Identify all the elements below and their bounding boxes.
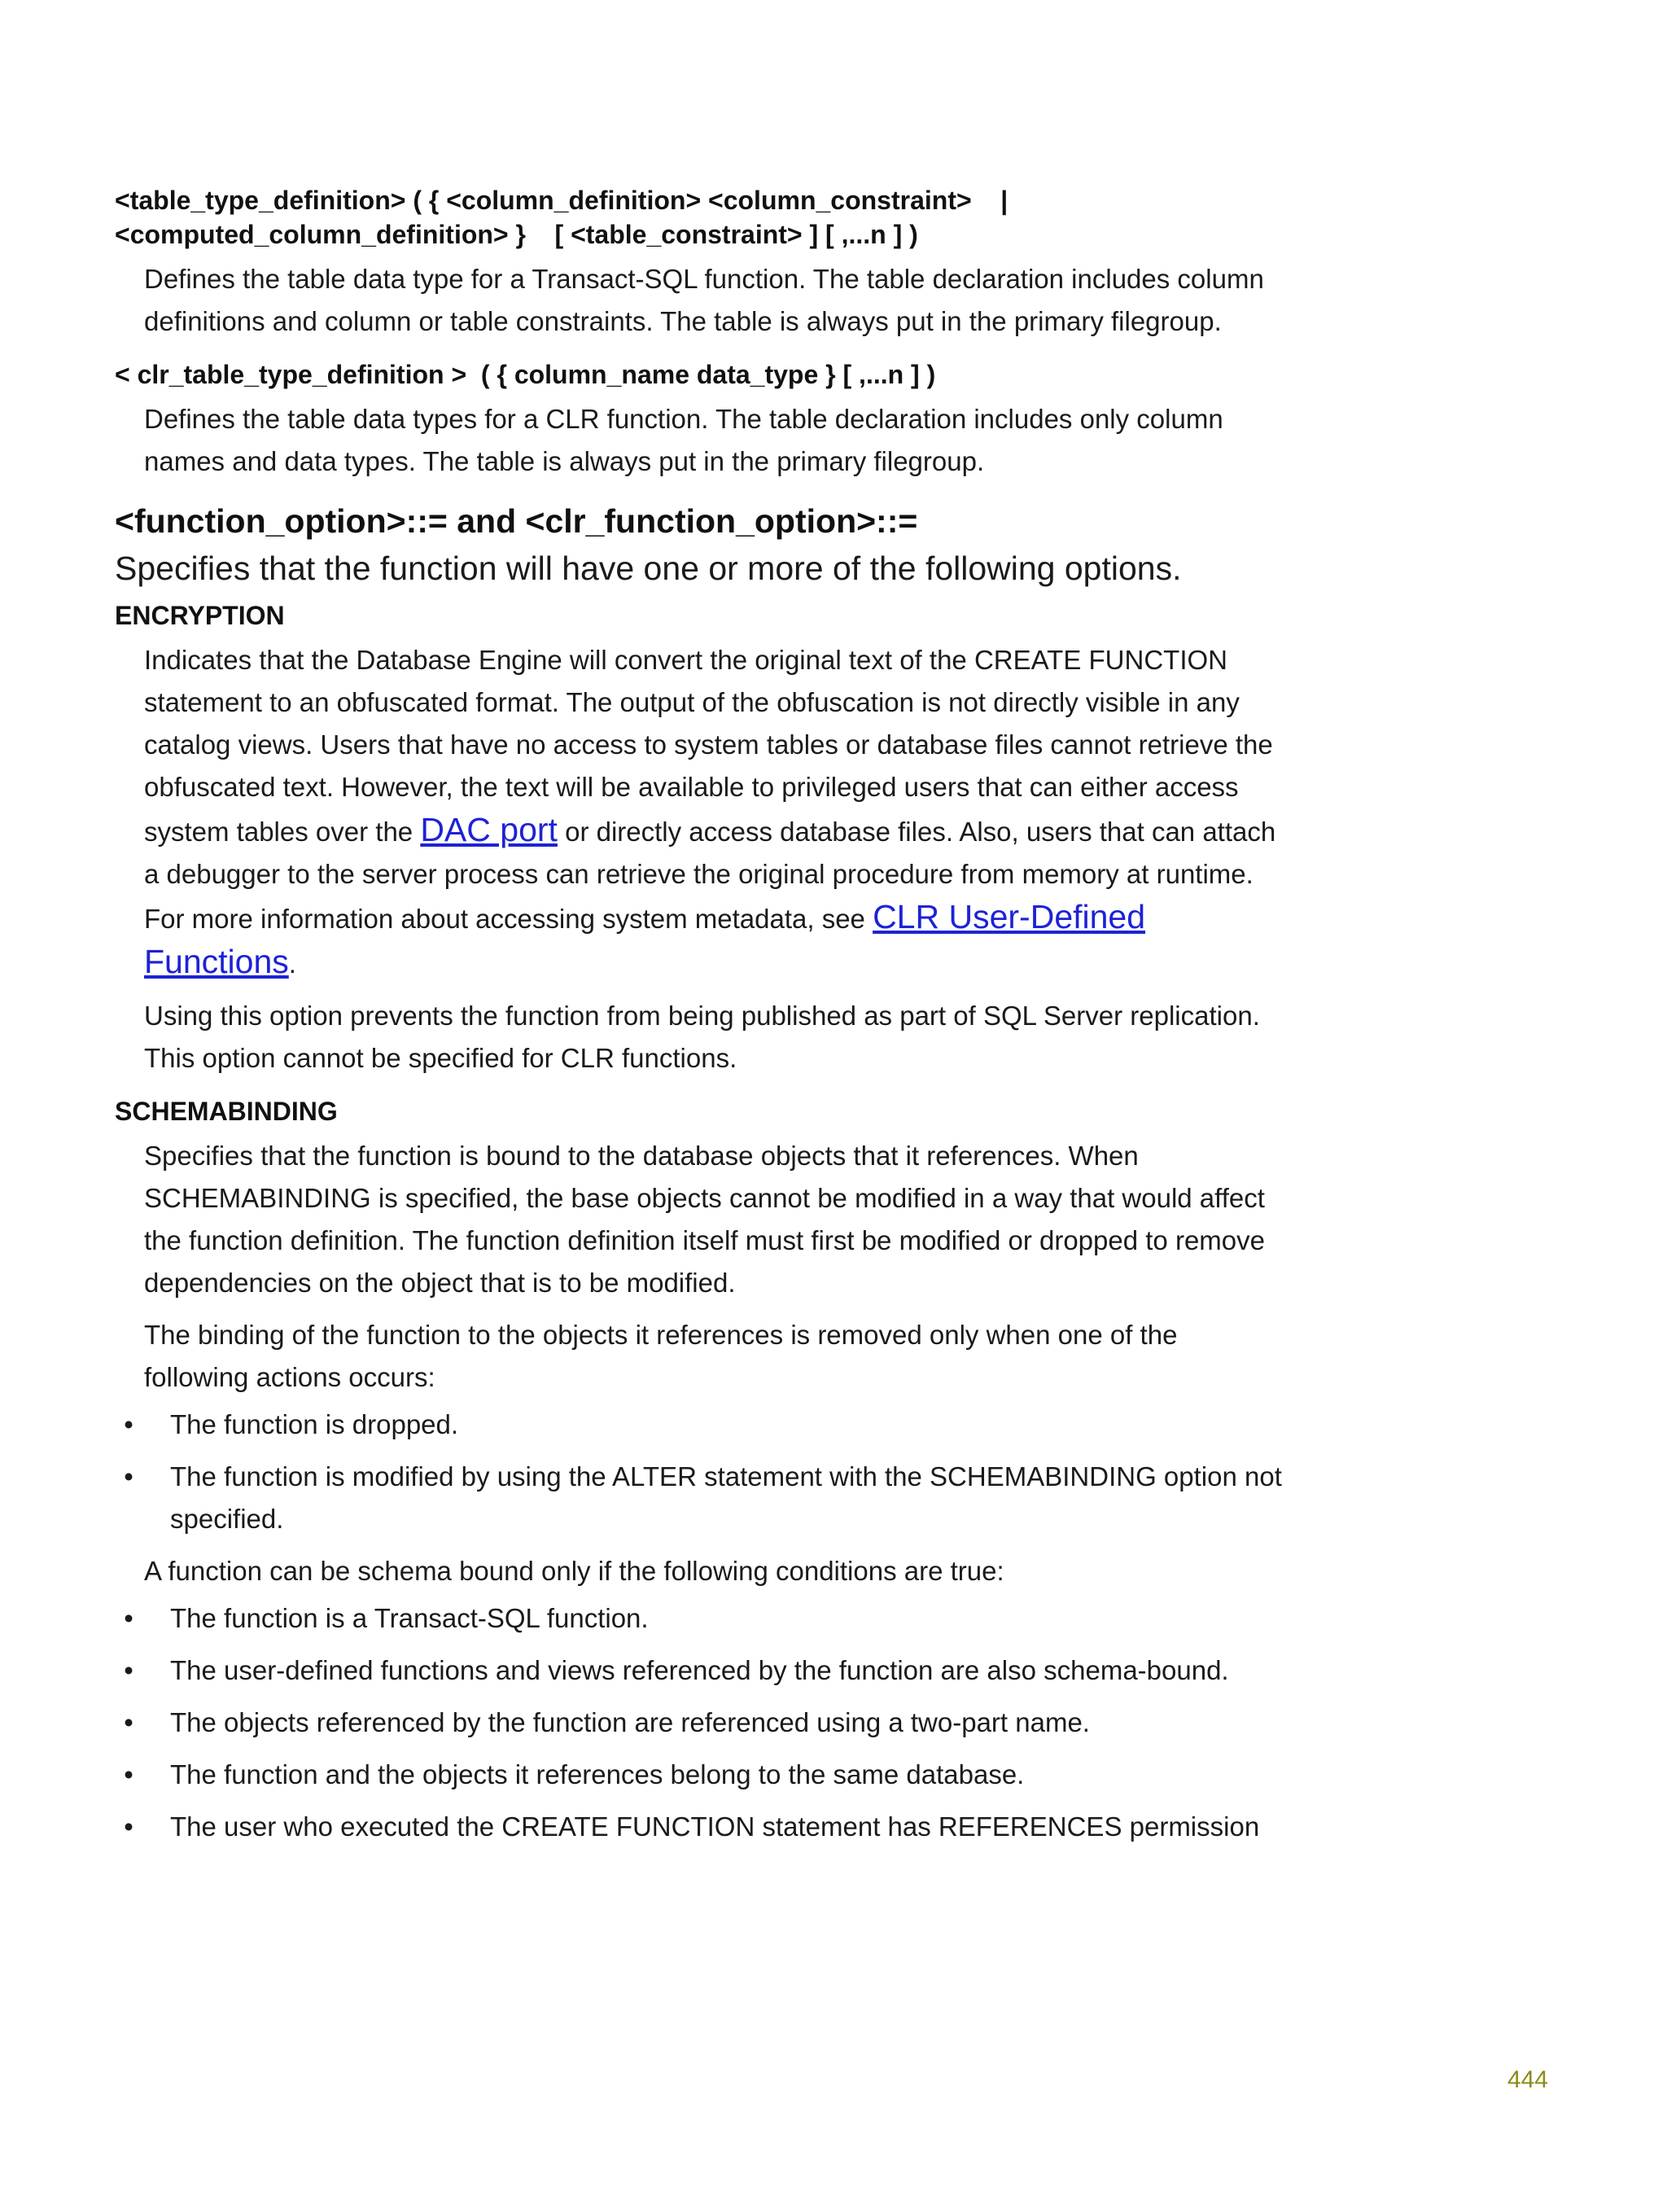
encryption-text-a: Indicates that the Database Engine will convert the original text of the CREATE FUNCTION statement to an obfuscated format. The output of the obfuscation is not directly visible in any catalog views. Users that have no access to system tables or database files cannot retrieve the obfuscated text. However, the text will be available to privileged users that can either access system tables over the xyxy=(144,645,1273,847)
list-item xyxy=(115,1806,1287,1848)
list-item-text: The objects referenced by the function are referenced using a two-part name. xyxy=(170,1707,1090,1737)
schemabinding-conditions-intro xyxy=(144,1550,1287,1592)
function-option-heading: <function_option>::= and <clr_function_option>::= xyxy=(115,502,918,540)
bullet-icon: • xyxy=(124,1707,133,1737)
bullet-icon: • xyxy=(124,1409,133,1439)
list-item xyxy=(115,1456,1287,1540)
schemabinding-term xyxy=(115,1094,1287,1128)
table-type-definition-line-1: <table_type_definition> ( { <column_definition> <column_constraint> | xyxy=(115,186,1009,215)
list-item-text: The function is dropped. xyxy=(170,1409,459,1439)
schemabinding-paragraph-2: The binding of the function to the objects it references is removed only when one of the following actions occurs: xyxy=(144,1320,1178,1392)
list-item xyxy=(115,1404,1287,1446)
page-number: 444 xyxy=(1507,2066,1548,2093)
list-item xyxy=(115,1649,1287,1692)
list-item xyxy=(115,1702,1287,1744)
schemabinding-removal-list xyxy=(115,1404,1287,1540)
encryption-text-c: . xyxy=(288,948,296,979)
bullet-icon: • xyxy=(124,1603,133,1633)
list-item-text: The user-defined functions and views referenced by the function are also schema-bound. xyxy=(170,1655,1229,1685)
encryption-description xyxy=(144,639,1287,1080)
encryption-text-b: or directly access database files. Also, users that can attach a debugger to the server process can retrieve the original procedure from memory at runtime. For more information about accessing system metadata, see xyxy=(144,817,1276,934)
schemabinding-label: SCHEMABINDING xyxy=(115,1097,338,1126)
clr-table-type-definition-line: < clr_table_type_definition > ( { column_name data_type } [ ,...n ] ) xyxy=(115,360,936,389)
bullet-icon: • xyxy=(124,1461,133,1491)
encryption-paragraph-2: Using this option prevents the function from being published as part of SQL Server replication. This option cannot be specified for CLR functions. xyxy=(144,1001,1260,1073)
bullet-icon: • xyxy=(124,1811,133,1842)
schemabinding-paragraph-3: A function can be schema bound only if the following conditions are true: xyxy=(144,1556,1004,1586)
clr-table-type-definition-description xyxy=(144,398,1287,483)
list-item-text: The function is a Transact-SQL function. xyxy=(170,1603,649,1633)
clr-user-defined-functions-link[interactable]: CLR User-Defined Functions xyxy=(144,898,1146,980)
bullet-icon: • xyxy=(124,1759,133,1789)
list-item xyxy=(115,1597,1287,1640)
list-item-text: The function and the objects it references belong to the same database. xyxy=(170,1759,1025,1789)
bullet-icon: • xyxy=(124,1655,133,1685)
function-option-subheading: Specifies that the function will have one or more of the following options. xyxy=(115,550,1182,587)
table-type-definition-term xyxy=(115,183,1287,252)
encryption-term xyxy=(115,598,1287,633)
list-item-text: The function is modified by using the ALTER statement with the SCHEMABINDING option not specified. xyxy=(170,1461,1282,1534)
table-type-definition-description xyxy=(144,258,1287,343)
clr-table-type-definition-term xyxy=(115,357,1287,392)
page-content xyxy=(115,183,1287,1858)
encryption-label: ENCRYPTION xyxy=(115,601,285,630)
encryption-paragraph-1 xyxy=(144,639,1287,985)
clr-table-type-definition-text: Defines the table data types for a CLR function. The table declaration includes only column names and data types. The table is always put in the primary filegroup. xyxy=(144,404,1223,476)
schemabinding-description xyxy=(144,1135,1287,1399)
table-type-definition-line-2: <computed_column_definition> } [ <table_constraint> ] [ ,...n ] ) xyxy=(115,220,918,249)
schemabinding-paragraph-1: Specifies that the function is bound to the database objects that it references. When SCHEMABINDING is specified, the base objects cannot be modified in a way that would affect the function definition. The function definition itself must first be modified or dropped to remove dependencies on the object that is to be modified. xyxy=(144,1141,1265,1298)
schemabinding-conditions-list xyxy=(115,1597,1287,1848)
list-item xyxy=(115,1754,1287,1796)
table-type-definition-text: Defines the table data type for a Transact-SQL function. The table declaration includes column definitions and column or table constraints. The table is always put in the primary filegroup. xyxy=(144,264,1264,336)
list-item-text: The user who executed the CREATE FUNCTION statement has REFERENCES permission xyxy=(170,1811,1260,1842)
dac-port-link[interactable]: DAC port xyxy=(420,811,558,848)
